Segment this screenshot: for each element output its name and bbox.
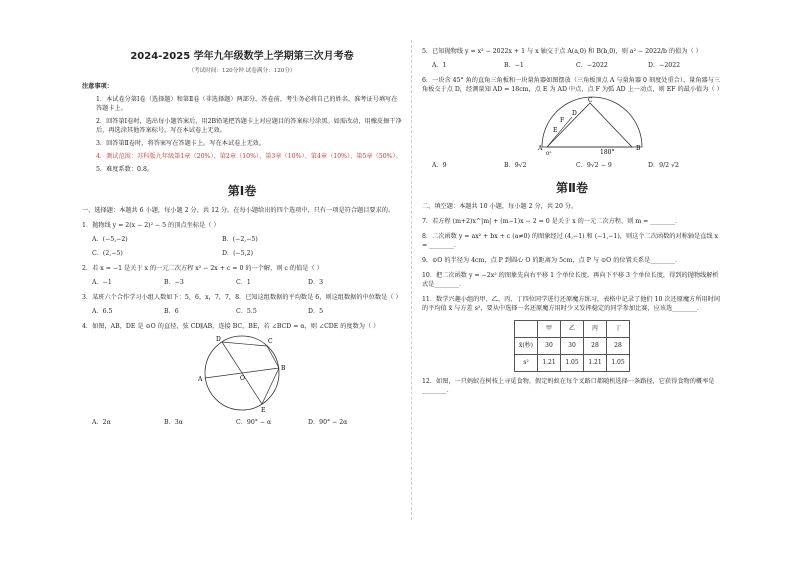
- question-6-options: [432, 162, 722, 171]
- label-o: O: [240, 374, 245, 382]
- question-11: 11．数学兴趣小组的甲、乙、丙、丁四位同学进行还原魔方练习，表格中记录了他们 10 次还原魔方所用时间的平均值 x̄ 与方差 s²，要从中选择一名还原魔方用时少又发挥稳定的同学参加比赛，应该选________．: [422, 296, 721, 313]
- q5-option-b: B．−1: [504, 61, 524, 69]
- table-cell: 1.05: [561, 355, 584, 372]
- fig6-label-f: F: [560, 116, 565, 124]
- notes-heading: 注意事项：: [82, 82, 113, 90]
- fig6-label-e: E: [553, 126, 558, 134]
- q3-option-b: B．6: [164, 307, 179, 315]
- table-cell: 1.05: [607, 355, 630, 372]
- table-cell: 28: [607, 338, 630, 355]
- q4-option-c: C．90° − α: [236, 418, 272, 426]
- fig6-label-b: B: [636, 144, 641, 152]
- table-cell: 丁: [607, 321, 630, 338]
- label-e: E: [261, 406, 266, 414]
- q4-option-b: B．3α: [164, 418, 183, 426]
- table-cell: [515, 321, 538, 338]
- label-c: C: [268, 337, 273, 345]
- protractor-figure-q6: [422, 95, 722, 157]
- q1-option-b: B．(−2,−5): [222, 235, 258, 243]
- note-5: 5．难度系数：0.8。: [96, 165, 154, 173]
- question-10: 10．把二次函数 y = −2x² 的图象先向右平移 1 个单位长度，再向下平移 3 个单位长度，得到的抛物线解析式是________．: [422, 272, 719, 289]
- question-3-options: [92, 308, 402, 317]
- fig6-label-0deg: 0°: [546, 150, 552, 157]
- diameter-de: [222, 342, 262, 404]
- fig6-label-180deg: 180°: [600, 148, 615, 156]
- question-3: 3．某班六个合作学习小组人数如下：5，6，x，7，7，8．已知这组数据的平均数是 6，则这组数据的中位数是（ ）: [82, 293, 402, 301]
- q3-option-d: D．5: [308, 307, 324, 315]
- segment-bc: [267, 346, 279, 368]
- question-5-options: [432, 62, 722, 71]
- question-4-options: [92, 419, 402, 428]
- question-9: 9．⊙O 的半径为 4cm，点 P 到圆心 O 的距离为 5cm，点 P 与 ⊙O 的位置关系是________．: [422, 257, 682, 265]
- table-cell: 30: [561, 338, 584, 355]
- question-1-options-2: [92, 250, 402, 259]
- table-cell: s²: [515, 355, 538, 372]
- label-d: D: [216, 335, 221, 343]
- right-column: [422, 40, 722, 396]
- section-2-heading: 第Ⅱ卷: [556, 180, 588, 195]
- q6-option-c: C．9√2 − 9: [576, 161, 612, 169]
- label-b: B: [281, 364, 286, 372]
- q3-option-a: A．6.5: [92, 307, 113, 315]
- q1-option-a: A．(−5,−2): [92, 235, 128, 243]
- question-12: 12．如图，一只蚂蚁在树枝上寻觅食物，假定蚂蚁在每个叉路口都随机选择一条路径，它获得食物的概率是________．: [422, 378, 715, 395]
- question-6: 6．一块含 45° 角的直角三角板和一块量角器如图摆放（三角板顶点 A 与量角器 0 刻度处重合），量角器与三角板交于点 D，经测量知 AD = 18cm，点 E 为 AD 中点，点 F 为弧 AD 上一动点，则 EF 的最小值为（ ）: [422, 76, 723, 93]
- note-1: 1．本试卷分第Ⅰ卷（选择题）和第Ⅱ卷（非选择题）两部分。答卷前，考生务必将自己的姓名、准考证号填写在答题卡上。: [96, 95, 398, 112]
- label-a: A: [198, 375, 203, 383]
- q1-option-c: C．(2,−5): [92, 249, 123, 257]
- q5-option-c: C．−2022: [576, 61, 608, 69]
- note-4-scope: 4．测试范围：苏科版九年级第1章（20%）、第2章（10%）、第3章（10%）、第4章（10%）、第5章（50%）。: [96, 152, 402, 160]
- q2-option-c: C．1: [236, 278, 251, 286]
- protractor-arc: [542, 97, 642, 147]
- q4-option-d: D．90° − 2α: [308, 418, 348, 426]
- table-cell: 甲: [538, 321, 561, 338]
- question-1-options: [92, 236, 402, 245]
- q6-option-b: B．9√2: [504, 161, 527, 169]
- section-2-intro: 二、填空题：本题共 10 小题，每小题 2 分，共 20 分。: [422, 203, 578, 211]
- section-1-heading: 第Ⅰ卷: [227, 184, 257, 199]
- question-4: 4．如图，AB，DE 是 ⊙O 的直径，弦 CD∥AB，连接 BC，BE，若 ∠BCD = α，则 ∠CDE 的度数为（ ）: [82, 322, 380, 330]
- table-cell: 丙: [584, 321, 607, 338]
- triangle-board: [547, 103, 632, 147]
- chord-cd: [222, 342, 267, 346]
- q6-option-a: A．9: [432, 161, 447, 169]
- stats-table: [514, 320, 630, 372]
- exam-title: 2024-2025 学年九年级数学上学期第三次月考卷: [130, 51, 354, 62]
- exam-subtitle: （考试时间：120分钟 试卷满分：120分）: [188, 67, 296, 74]
- q5-option-d: D．−2022: [648, 61, 681, 69]
- table-cell: 乙: [561, 321, 584, 338]
- table-row: [515, 355, 630, 372]
- question-7: 7．若方程 (m+2)x^|m| + (m−1)x − 2 = 0 是关于 x 的一元二次方程，则 m = ________．: [422, 218, 682, 226]
- q4-option-a: A．2α: [92, 418, 111, 426]
- question-2-options: [92, 279, 402, 288]
- note-3: 3．回答第Ⅱ卷时，将答案写在答题卡上。写在本试卷上无效。: [96, 139, 266, 147]
- note-2: 2．回答第Ⅰ卷时，选出每小题答案后，用2B铅笔把答题卡上对应题目的答案标号涂黑。如需改动，用橡皮擦干净后，再选涂其他答案标号。写在本试卷上无效。: [96, 117, 402, 134]
- q6-option-d: D．9/2 √2: [648, 161, 679, 169]
- question-8: 8．二次函数 y = ax² + bx + c (a≠0) 的图象经过 (4,−1) 和 (−1,−1)，则这个二次函数的对称轴是直线 x = ________．: [422, 233, 719, 250]
- q2-option-b: B．−3: [164, 278, 184, 286]
- question-5: 5．已知抛物线 y = x² − 2022x + 1 与 x 轴交于点 A(a,0) 和 B(b,0)，则 a² − 2022/b 的值为（ ）: [422, 48, 702, 55]
- fig6-label-a: A: [538, 144, 543, 152]
- table-header-row: [515, 321, 630, 338]
- q3-option-c: C．5.5: [236, 307, 257, 315]
- circle-figure-q4: [82, 332, 402, 414]
- table-cell: 1.21: [584, 355, 607, 372]
- table-cell: 1.21: [538, 355, 561, 372]
- table-cell: 30: [538, 338, 561, 355]
- question-2: 2．若 x = −1 是关于 x 的一元二次方程 x² − 2x + c = 0 的一个解，则 c 的值是（ ）: [82, 264, 323, 272]
- question-1: 1．抛物线 y = 2(x − 2)² − 5 的顶点坐标是（ ）: [82, 221, 220, 229]
- table-cell: 28: [584, 338, 607, 355]
- q1-option-d: D．(−5,2): [222, 249, 254, 257]
- column-divider: [411, 40, 412, 520]
- q2-option-d: D．3: [308, 278, 324, 286]
- table-row: [515, 338, 630, 355]
- q5-option-a: A．1: [432, 61, 447, 69]
- section-1-intro: 一、选择题：本题共 6 小题，每小题 2 分，共 12 分。在每小题给出的四个选项中，只有一项是符合题目要求的。: [82, 206, 395, 214]
- left-column: [82, 40, 402, 428]
- q2-option-a: A．−1: [92, 278, 112, 286]
- table-cell: x̄(秒): [515, 338, 538, 355]
- fig6-label-d: D: [572, 109, 577, 117]
- fig6-label-c: C: [588, 96, 593, 104]
